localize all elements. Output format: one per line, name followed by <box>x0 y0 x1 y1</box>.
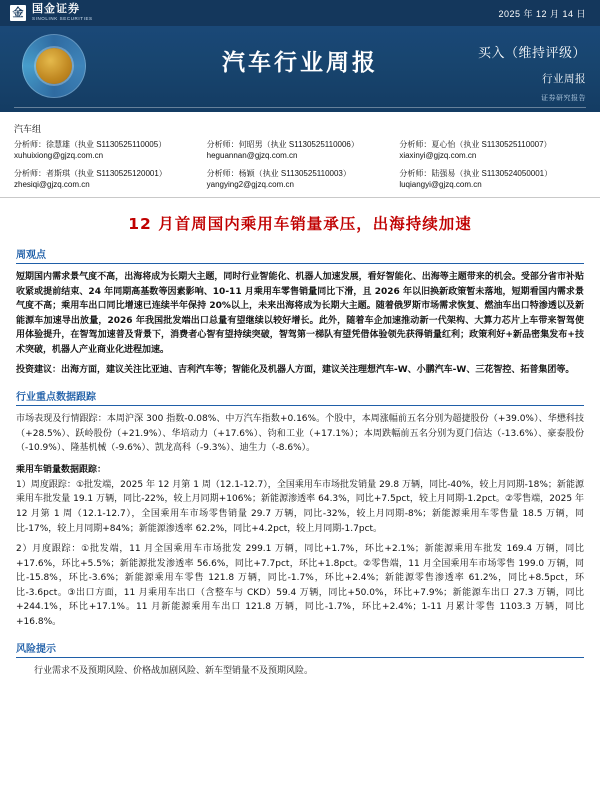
analyst-email[interactable]: zhesiqi@gjzq.com.cn <box>14 180 90 189</box>
brand-text <box>32 4 93 22</box>
brand-mark-icon: 金 <box>10 5 26 21</box>
monthly-tracking-paragraph: 2）月度跟踪：①批发端，11 月全国乘用车市场批发 299.1 万辆，同比+1.7%，环比+2.1%；新能源乘用车批发 169.4 万辆，同比+17.6%，环比+5.5%；新能源批发渗透率 56.6%，同比+7.7pct，环比+1.8pct。②零售端，11 月全国乘用车市场零售 199.0 万辆，同比-15.8%，环比-3.6%；新能源乘用车零售 121.8 万辆，同比-1.7%，环比+2.4%；新能源零售渗透率 61.2%，同比+8.5pct，环比-3.6pct。③出口方面，11 月乘用车出口（含整车与 CKD）59.4 万辆，同比+50.0%，环比+7.9%；新能源车出口 27.3 万辆，同比+244.1%，环比+17.1%。11 月新能源乘用车出口 121.8 万辆，同比-1.7%，环比+2.4%；1-11 月累计零售 1103.3 万辆，同比+16.8%。 <box>16 544 584 627</box>
rating-block <box>478 42 586 103</box>
report-header <box>0 0 600 112</box>
analyst-email[interactable]: xuhuixiong@gjzq.com.cn <box>14 151 104 160</box>
rating-badge: 买入（维持评级） <box>477 45 586 60</box>
page-title: 汽车行业周报 <box>222 50 378 76</box>
analyst-email[interactable]: heguannan@gjzq.com.cn <box>206 151 298 160</box>
analyst-email[interactable]: luqiangyi@gjzq.com.cn <box>399 180 482 189</box>
viewpoint-paragraph-1: 短期国内需求景气度不高，出海将成为长期大主题，同时行业智能化、机器人加速发展，看好智能化、出海等主题带来的机会。受部分省市补贴收紧或提前结束、24 年同期高基数等因素影响、10-11 月乘用车零售销量同比下滑，且 2026 年以旧换新政策暂未落地，短期看国内需求景气度不高；乘用车出口同比增速已连续半年保持 20%以上，未来出海将成为长期大主题。随着俄罗斯市场需求恢复、燃油车出口特渗透以及新能源车加速导出放量，2026 年我国批发端出口总量有望继续以较好增长。此外，随着车企加速推动新一代架构、大算力芯片上车带来智驾使用体验提升，在智驾加速普及背景下，消费者心智有望持续突破，智驾第一梯队有望凭借体验领先获得销量红利；政策利好+新品密集发布+技术突破，机器人产业商业化进程加速。 <box>16 272 584 355</box>
headline: 12 月首周国内乘用车销量承压，出海持续加速 <box>128 215 472 233</box>
report-body <box>0 198 600 678</box>
header-top-bar <box>0 0 600 26</box>
section-heading-risk: 风险提示 <box>16 640 584 658</box>
weekly-tracking-paragraph: 1）周度跟踪：①批发端，2025 年 12 月第 1 周（12.1-12.7），全国乘用车市场批发销量 29.8 万辆，同比-40%，较上月同期-18%；新能源乘用车批发量 19.1 万辆，同比-22%，较上月同期+106%；新能源渗透率 64.3%，同比+7.5pct，较上月同期-1.2pct。②零售端，2025 年 12 月第 1 周（12.1-12.7），全国乘用车市场零售销量 29.7 万辆，同比-32%，较上月同期-8%；新能源乘用车零售量 18.5 万辆，同比-17%，较上月同期+84%；新能源渗透率 62.2%，同比+4.2pct，较上月同期-1.7pct。 <box>16 479 584 534</box>
analyst-email[interactable]: yangying2@gjzq.com.cn <box>206 180 294 189</box>
market-performance-paragraph: 市场表现及行情跟踪：本周沪深 300 指数-0.08%、中万汽车指数+0.16%。个股中，本周涨幅前五名分别为超捷股份（+39.0%）、华懋科技（+28.5%）、跃岭股份（+21.9%）、华培动力（+17.6%）、钧和工业（+17.1%）；本周跌幅前五名分别为夏门信达（-13.6%）、豪泰股份（-10.9%）、隆基机械（-9.6%）、凯龙高科（-9.3%）、迪生力（-8.6%）。 <box>16 414 584 454</box>
analyst-name: 分析师：者斯琪（执业 S1130525120001） <box>14 169 167 178</box>
subsection-heading-sales: 乘用车销量数据跟踪： <box>16 464 107 475</box>
analyst-email[interactable]: xiaxinyi@gjzq.com.cn <box>399 151 477 160</box>
analyst-entry <box>207 168 394 189</box>
viewpoint-paragraph-2: 投资建议：出海方面，建议关注比亚迪、吉利汽车等；智能化及机器人方面，建议关注理想汽车-W、小鹏汽车-W、三花智控、拓普集团等。 <box>16 365 575 376</box>
analyst-name: 分析师：夏心怡（执业 S1130525110007） <box>399 140 552 149</box>
brand-name-cn: 国金证券 <box>32 3 80 16</box>
header-body <box>0 26 600 112</box>
analyst-entry <box>399 139 586 160</box>
analyst-name: 分析师：杨颖（执业 S1130525110003） <box>206 169 351 178</box>
section-heading-data: 行业重点数据跟踪 <box>16 388 584 406</box>
risk-paragraph: 行业需求不及预期风险、价格战加剧风险、新车型销量不及预期风险。 <box>34 665 314 676</box>
analyst-entry <box>207 139 394 160</box>
section-heading-viewpoint: 周观点 <box>16 246 584 264</box>
analyst-section <box>0 112 600 198</box>
brand-logo <box>10 4 93 22</box>
report-type: 行业周报 <box>542 73 586 85</box>
analyst-entry <box>14 168 201 189</box>
team-label: 汽车组 <box>14 124 42 134</box>
analyst-name: 分析师：徐慧雄（执业 S1130525110005） <box>14 140 167 149</box>
analyst-entry <box>14 139 201 160</box>
header-divider <box>14 107 586 108</box>
brand-name-en: SINOLINK SECURITIES <box>32 16 93 22</box>
analyst-name: 分析师：陆强易（执业 S1130524050001） <box>399 169 553 178</box>
analyst-entry <box>399 168 586 189</box>
report-date: 2025 年 12 月 14 日 <box>498 8 586 19</box>
analyst-name: 分析师：何昭男（执业 S1130525110006） <box>206 140 359 149</box>
analyst-grid <box>14 139 586 189</box>
report-note: 证券研究报告 <box>541 95 586 102</box>
